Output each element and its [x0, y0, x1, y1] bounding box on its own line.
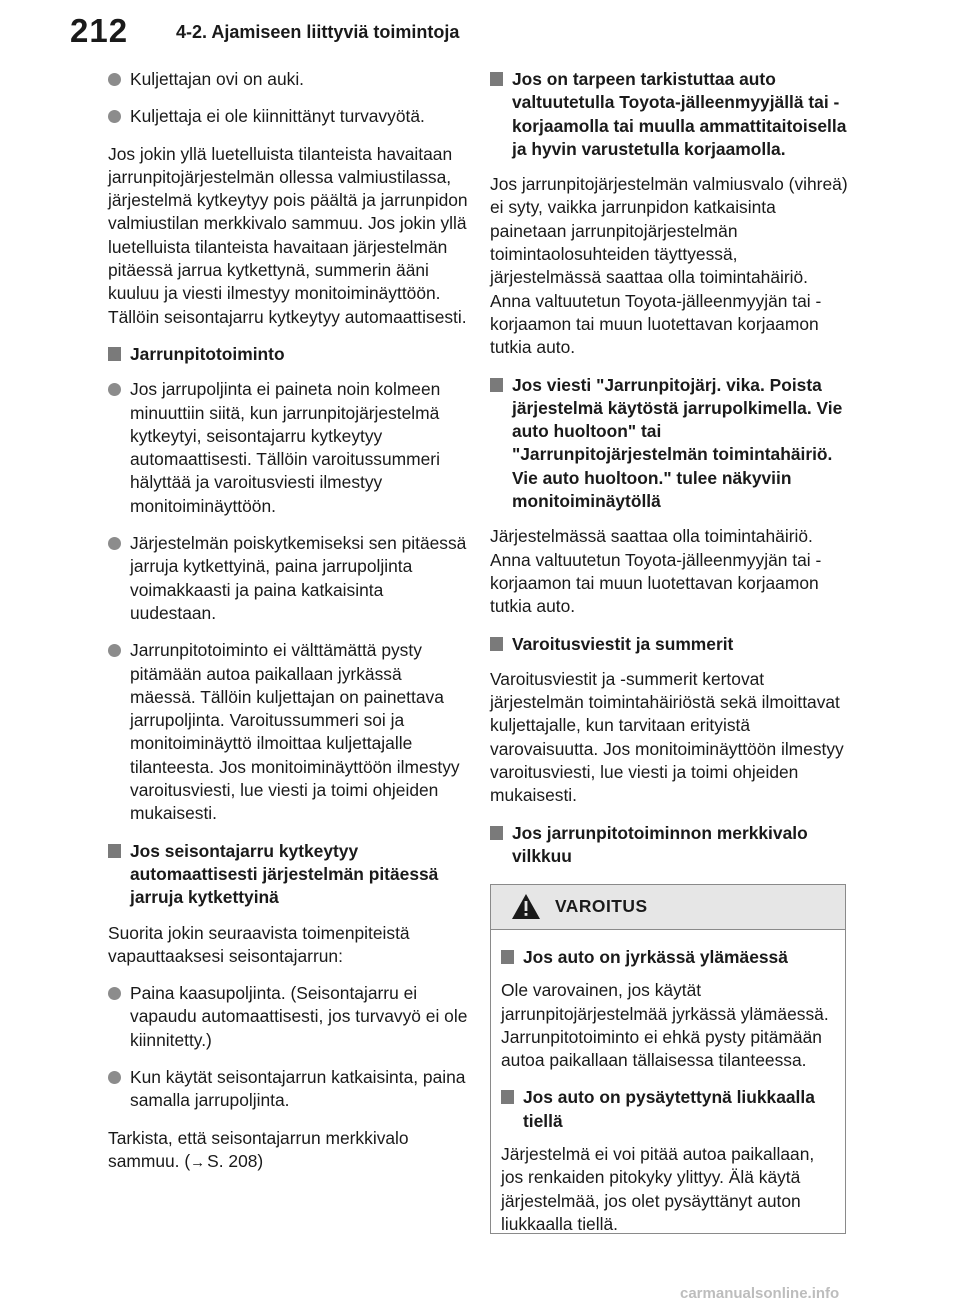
heading-parking-brake-auto: Jos seisontajarru kytkeytyy automaattisesti järjestelmän pitäessä jarruja kytkettyinä [108, 840, 470, 910]
warning-heading-uphill: Jos auto on jyrkässä ylämäessä [501, 946, 833, 969]
bullet-steep-hill: Jarrunpitotoiminto ei välttämättä pysty pitämään autoa paikallaan jyrkässä mäessä. Tällöin kuljettajan on painettava jarrupoljinta. Varoitussummeri soi ja monitoiminäyttö ilmoittaa kuljettajalle tilanteesta. Jos monitoiminäyttöön ilmestyy varoitusviesti, lue viesti ja toimi ohjeiden mukaisesti. [108, 639, 470, 825]
heading-indicator-flashing: Jos jarrunpitotoiminnon merkkivalo vilkkuu [490, 822, 850, 869]
bullet-disable-system: Järjestelmän poiskytkemiseksi sen pitäessä jarruja kytkettyinä, paina jarrupoljinta voimakkaasti ja paina katkaisinta uudestaan. [108, 532, 470, 625]
bullet-driver-door: Kuljettajan ovi on auki. [108, 68, 470, 91]
bullet-three-minutes: Jos jarrupoljinta ei paineta noin kolmeen minuuttiin siitä, kun jarrunpitojärjestelmä kytkeytyi, seisontajarru kytkeytyy automaattisesti. Tällöin varoitussummeri hälyttää ja varoitusviesti ilmestyy monitoiminäyttöön. [108, 378, 470, 518]
paragraph-standby-light: Jos jarrunpitojärjestelmän valmiusvalo (vihreä) ei syty, vaikka jarrunpidon katkaisinta painetaan jarrunpitojärjestelmän toimintaolosuhteiden täyttyessä, järjestelmässä saattaa olla toimintahäiriö. Anna valtuutetun Toyota-jälleenmyyjän tai -korjaamon tai muun luotettavan korjaamon tutkia auto. [490, 174, 848, 358]
paragraph-warning-messages: Varoitusviestit ja -summerit kertovat järjestelmän toimintahäiriöstä sekä ilmoittavat kuljettajalle, kun tarvitaan erityistä varovaisuutta. Jos monitoiminäyttöön ilmestyy varoitusviesti, lue viesti ja toimi ohjeiden mukaisesti. [490, 668, 844, 806]
warning-paragraph-uphill: Ole varovainen, jos käytät jarrunpitojärjestelmää jyrkässä ylämäessä. Jarrunpitotoiminto ei ehkä pysty pitämään autoa paikallaan tällaisessa tilanteessa. [501, 980, 829, 1071]
warning-body [491, 930, 845, 1236]
check-indicator-text: Tarkista, että seisontajarrun merkkivalo sammuu. ( [108, 1127, 409, 1171]
watermark: carmanualsonline.info [680, 1285, 840, 1302]
paragraph-malfunction: Järjestelmässä saattaa olla toimintahäiriö. Anna valtuutetun Toyota-jälleenmyyjän tai -korjaamon tai muun luotettavan korjaamon tutkia auto. [490, 526, 822, 617]
heading-warning-messages: Varoitusviestit ja summerit [490, 633, 850, 656]
paragraph-release-steps: Suorita jokin seuraavista toimenpiteistä vapauttaaksesi seisontajarrun: [108, 922, 410, 966]
heading-dealer-inspection: Jos on tarpeen tarkistuttaa auto valtuutetulla Toyota-jälleenmyyjällä tai -korjaamolla tai muulla ammattitaitoisella ja hyvin varustetulla korjaamolla. [490, 68, 850, 161]
arrow-right-icon: → [190, 1153, 206, 1171]
paragraph-check-indicator [108, 1127, 470, 1175]
section-title: 4-2. Ajamiseen liittyviä toimintoja [176, 22, 460, 42]
bullet-parking-switch: Kun käytät seisontajarrun katkaisinta, paina samalla jarrupoljinta. [108, 1066, 470, 1113]
check-indicator-close: ) [257, 1150, 264, 1171]
bullet-seatbelt: Kuljettaja ei ole kiinnittänyt turvavyötä. [108, 105, 470, 128]
heading-brake-hold-function: Jarrunpitotoiminto [108, 343, 470, 366]
bullet-accelerator: Paina kaasupoljinta. (Seisontajarru ei vapaudu automaattisesti, jos turvavyö ei ole kiinnitetty.) [108, 982, 470, 1052]
heading-fault-message: Jos viesti "Jarrunpitojärj. vika. Poista järjestelmä käytöstä jarrupolkimella. Vie auto huoltoon" tai "Jarrunpitojärjestelmän toimintahäiriö. Vie auto huoltoon." tulee näkyviin monitoiminäytöllä [490, 374, 850, 514]
warning-heading-slippery: Jos auto on pysäytettynä liukkaalla tiellä [501, 1086, 833, 1133]
warning-triangle-icon [511, 893, 541, 920]
paragraph-system-off: Jos jokin yllä luetelluista tilanteista havaitaan jarrunpitojärjestelmän ollessa valmiustilassa, järjestelmä kytkeytyy pois päältä ja jarrunpidon valmiustilan merkkivalo sammuu. Jos jokin yllä luetelluista tilanteista havaitaan järjestelmän pitäessä jarrua kytkettynä, summerin ääni kuuluu ja viesti ilmestyy monitoiminäyttöön. Tällöin seisontajarru kytkeytyy automaattisesti. [108, 143, 468, 327]
page-ref-link-208[interactable]: S. 208 [207, 1150, 258, 1171]
right-column [490, 68, 850, 919]
left-column [108, 68, 470, 1188]
warning-paragraph-slippery: Järjestelmä ei voi pitää autoa paikallaan, jos renkaiden pitokyky ylittyy. Älä käytä järjestelmää, jos olet pysäyttänyt auton liukkaalla tiellä. [501, 1144, 815, 1234]
page-header [0, 0, 960, 62]
warning-title: VAROITUS [555, 896, 648, 916]
warning-box [490, 884, 846, 1234]
page-number: 212 [70, 12, 129, 49]
warning-header [491, 885, 845, 930]
